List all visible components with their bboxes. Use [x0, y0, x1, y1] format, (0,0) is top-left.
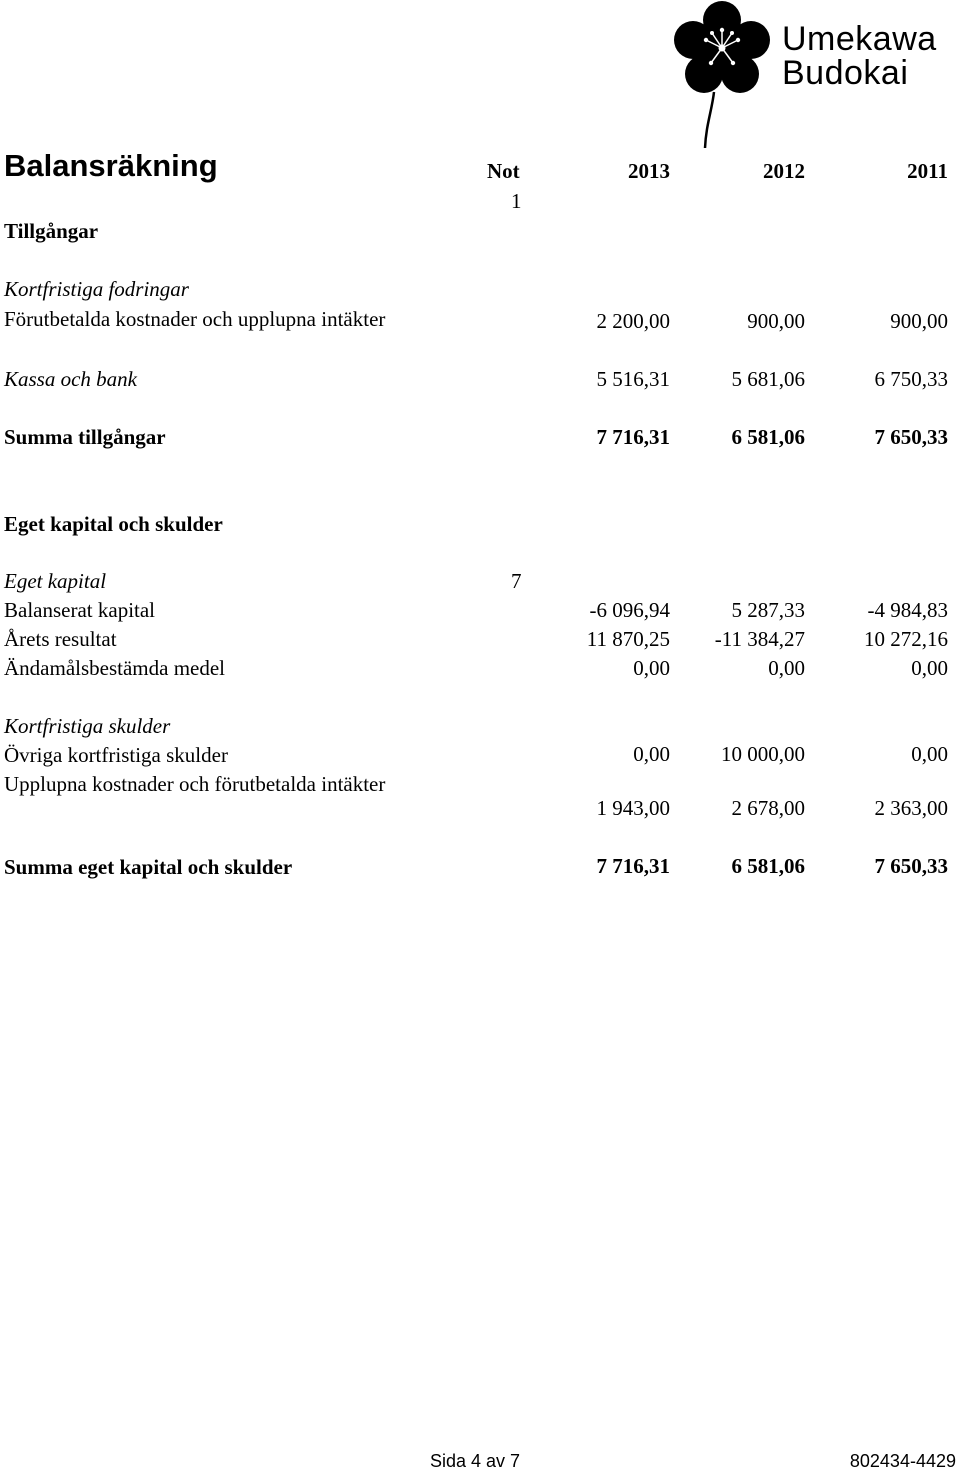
liabilities-heading: Kortfristiga skulder — [4, 714, 171, 738]
result-2013: 11 870,25 — [586, 627, 670, 651]
logo-text-line2: Budokai — [782, 54, 909, 92]
earmarked-2011: 0,00 — [911, 656, 948, 680]
other-liabilities-label: Övriga kortfristiga skulder — [4, 743, 228, 767]
assets-note: 1 — [511, 189, 522, 213]
assets-total-2013: 7 716,31 — [596, 425, 670, 449]
assets-total-label: Summa tillgångar — [4, 425, 166, 449]
logo-text-line1: Umekawa — [782, 20, 937, 58]
page-number: Sida 4 av 7 — [430, 1451, 521, 1471]
other-liabilities-2012: 10 000,00 — [721, 742, 805, 766]
prepaid-2011: 900,00 — [890, 309, 948, 333]
org-number: 802434-4429 — [849, 1451, 956, 1471]
retained-2011: -4 984,83 — [867, 598, 948, 622]
equity-total-2011: 7 650,33 — [874, 854, 948, 878]
cash-2013: 5 516,31 — [596, 367, 670, 391]
cash-2011: 6 750,33 — [874, 367, 948, 391]
assets-total-2012: 6 581,06 — [731, 425, 805, 449]
receivables-heading: Kortfristiga fodringar — [4, 277, 189, 301]
prepaid-2013: 2 200,00 — [596, 309, 670, 333]
earmarked-2013: 0,00 — [633, 656, 670, 680]
cash-2012: 5 681,06 — [731, 367, 805, 391]
other-liabilities-2013: 0,00 — [633, 742, 670, 766]
earmarked-2012: 0,00 — [768, 656, 805, 680]
retained-2012: 5 287,33 — [731, 598, 805, 622]
prepaid-label: Förutbetalda kostnader och upplupna intäkter — [4, 307, 386, 331]
retained-2013: -6 096,94 — [589, 598, 670, 622]
equity-total-2013: 7 716,31 — [596, 854, 670, 878]
result-label: Årets resultat — [4, 627, 117, 651]
result-2012: -11 384,27 — [714, 627, 805, 651]
prepaid-2012: 900,00 — [747, 309, 805, 333]
accrued-2011: 2 363,00 — [874, 796, 948, 820]
logo — [672, 0, 960, 150]
header-not: Not — [487, 159, 520, 183]
header-2012: 2012 — [763, 159, 805, 183]
equity-total-2012: 6 581,06 — [731, 854, 805, 878]
accrued-2013: 1 943,00 — [596, 796, 670, 820]
equity-subheading: Eget kapital — [4, 569, 107, 593]
other-liabilities-2011: 0,00 — [911, 742, 948, 766]
equity-total-label: Summa eget kapital och skulder — [4, 855, 293, 879]
cash-label: Kassa och bank — [4, 367, 137, 391]
assets-heading: Tillgångar — [4, 219, 99, 243]
plum-blossom-icon — [672, 0, 772, 150]
accrued-label: Upplupna kostnader och förutbetalda intäkter — [4, 772, 386, 796]
assets-total-2011: 7 650,33 — [874, 425, 948, 449]
equity-heading: Eget kapital och skulder — [4, 512, 223, 536]
header-2013: 2013 — [628, 159, 670, 183]
page-title: Balansräkning — [4, 148, 218, 183]
result-2011: 10 272,16 — [864, 627, 948, 651]
accrued-2012: 2 678,00 — [731, 796, 805, 820]
equity-note: 7 — [511, 569, 522, 593]
earmarked-label: Ändamålsbestämda medel — [4, 656, 226, 680]
header-2011: 2011 — [907, 159, 948, 183]
retained-label: Balanserat kapital — [4, 598, 156, 622]
